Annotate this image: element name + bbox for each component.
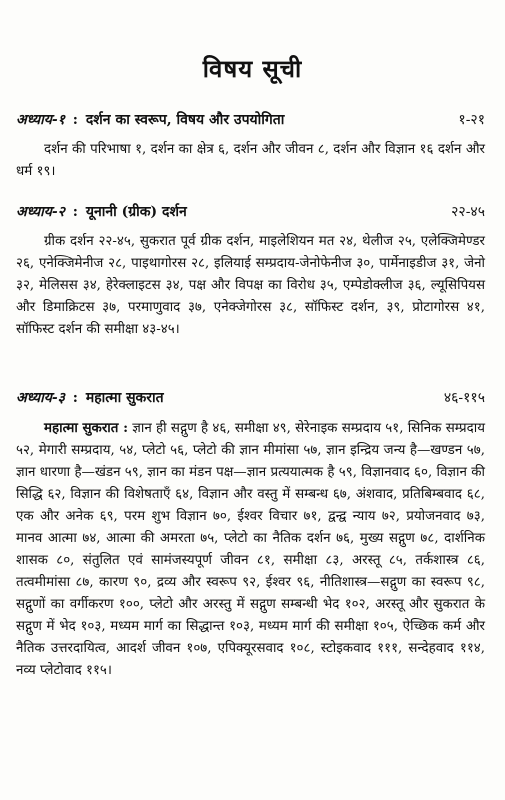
chapter-name: महात्मा सुकरात (85, 390, 164, 406)
chapter-lead: महात्मा सुकरात : (44, 420, 129, 436)
chapter-label: अध्याय-३ (16, 390, 65, 406)
page-title: विषय सूची (202, 54, 303, 83)
chapter-label: अध्याय-१ (16, 112, 65, 128)
chapter-2 (16, 202, 485, 341)
chapter-label: अध्याय-२ (16, 204, 65, 220)
chapter-separator: : (72, 390, 78, 406)
chapter-separator: : (72, 204, 78, 220)
chapter-heading (16, 388, 485, 407)
chapter-contents (16, 417, 485, 682)
chapter-separator: : (72, 112, 78, 128)
chapter-name: दर्शन का स्वरूप, विषय और उपयोगिता (85, 112, 285, 128)
chapter-pages: १-२१ (458, 112, 485, 128)
chapter-heading (16, 202, 485, 221)
chapter-3 (16, 388, 485, 682)
chapter-contents: दर्शन की परिभाषा १, दर्शन का क्षेत्र ६, दर्शन और जीवन ८, दर्शन और विज्ञान १६ दर्शन और धर्म १९। (16, 142, 485, 179)
chapter-heading (16, 110, 485, 129)
chapter-name: यूनानी (ग्रीक) दर्शन (85, 204, 187, 220)
chapter-contents-text: ज्ञान ही सद्गुण है ४६, समीक्षा ४९, सेरेनाइक सम्प्रदाय ५१, सिनिक सम्प्रदाय ५२, मेगारी सम्प्रदाय, ५४, प्लेटो ५६, प्लेटो की ज्ञान मीमांसा ५७, ज्ञान इन्द्रिय जन्य है—खण्डन ५७, ज्ञान धारणा है—खंडन ५९, ज्ञान का मंडन पक्ष—ज्ञान प्रत्ययात्मक है ५९, विज्ञानवाद ६०, विज्ञान की सिद्धि ६२, विज्ञान की विशेषताएँ ६४, विज्ञान और वस्तु में सम्बन्ध ६७, अंशवाद, प्रतिबिम्बवाद ६८, एक और अनेक ६९, परम शुभ विज्ञान ७०, ईश्वर विचार ७१, द्वन्द्व न्याय ७२, प्रयोजनवाद ७३, मानव आत्मा ७४, आत्मा की अमरता ७५, प्लेटो का नैतिक दर्शन ७६, मुख्य सद्गुण ७८, दार्शनिक शासक ८०, संतुलित एवं सामंजस्यपूर्ण जीवन ८१, समीक्षा ८३, अरस्तू ८५, तर्कशास्त्र ८६, तत्वमीमांसा ८७, कारण ९०, द्रव्य और स्वरूप ९२, ईश्वर ९६, नीतिशास्त्र—सद्गुण का स्वरूप ९८, सद्गुणों का वर्गीकरण १००, प्लेटो और अरस्तु में सद्गुण सम्बन्धी भेद १०२, अरस्तू और सुकरात के सद्गुण में भेद १०३, मध्यम मार्ग का सिद्धान्त १०३, मध्यम मार्ग की समीक्षा १०५, ऐच्छिक कर्म और नैतिक उत्तरदायित्व, आदर्श जीवन १०७, एपिक्यूरसवाद १०८, स्टोइकवाद १११, सन्देहवाद ११४, नव्य प्लेटोवाद ११५। (16, 421, 485, 678)
chapter-pages: ४६-११५ (443, 390, 485, 406)
chapter-pages: २२-४५ (451, 204, 485, 220)
chapter-contents: ग्रीक दर्शन २२-४५, सुकरात पूर्व ग्रीक दर्शन, माइलेशियन मत २४, थेलीज २५, एलेक्जिमेण्डर २६, एनेक्जिमेनीज २८, पाइथागोरस २८, इलियाई सम्प्रदाय-जेनोफेनीज ३०, पार्मेनाइडीज ३१, जेनो ३२, मेलिसस ३४, हेरेक्लाइटस ३४, पक्ष और विपक्ष का विरोध ३५, एम्पेडोक्लीज ३६, ल्यूसिपियस और डिमाक्रिटस ३७, परमाणुवाद ३७, एनेक्जेगोरस ३८, सॉफिस्ट दर्शन, ३९, प्रोटागोरस ४१, सॉफिस्ट दर्शन की समीक्षा ४३-४५। (16, 234, 485, 337)
chapter-1 (16, 110, 485, 183)
